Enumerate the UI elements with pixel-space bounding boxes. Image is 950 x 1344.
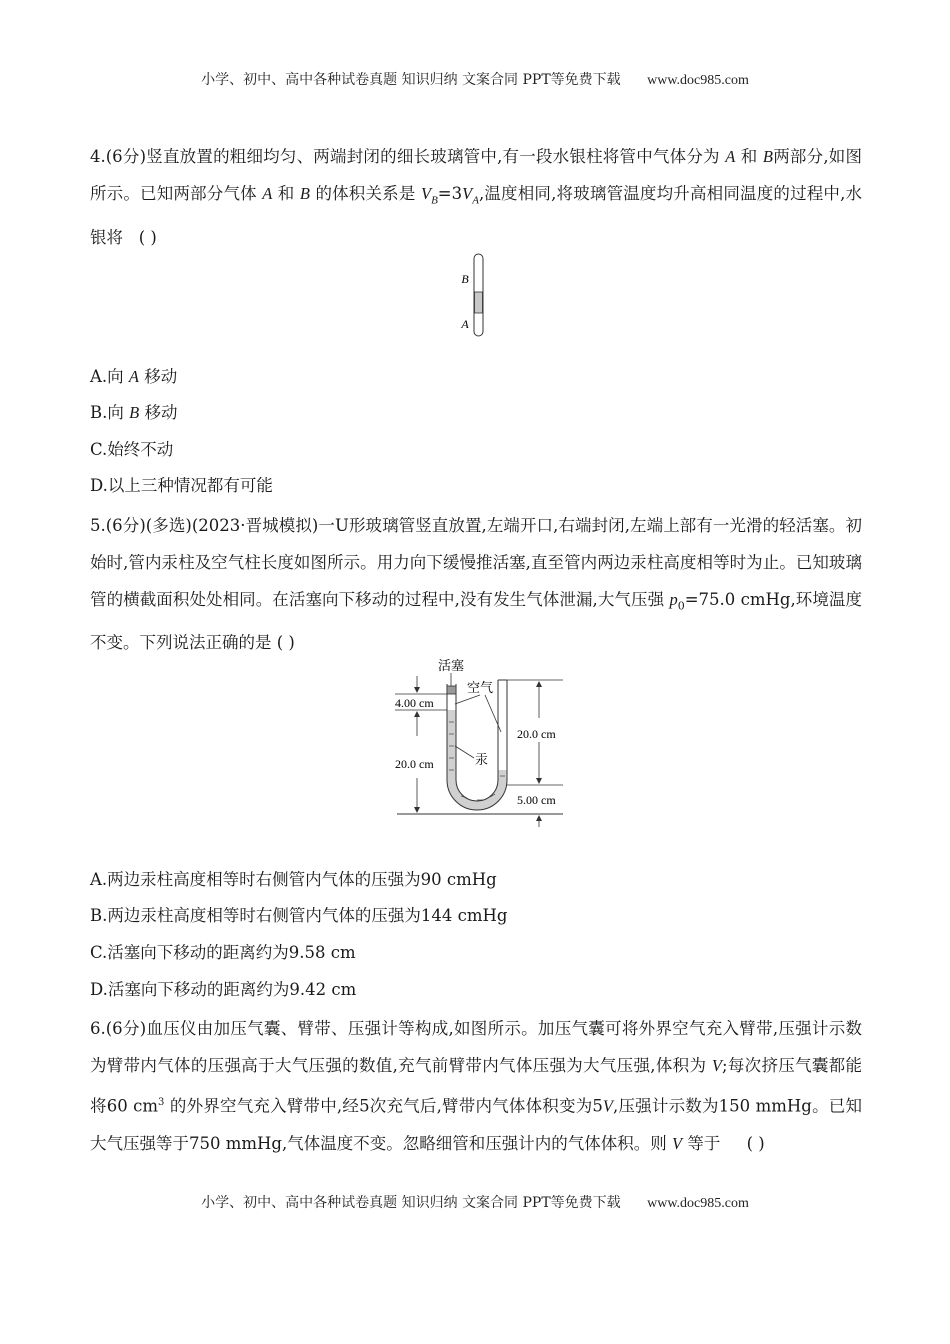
var-v: V xyxy=(711,1056,722,1075)
header-url: www.doc985.com xyxy=(647,73,749,88)
mercury-column xyxy=(475,292,483,313)
p0-var: p xyxy=(669,590,678,609)
label-a: A xyxy=(461,317,469,331)
question-6-stem: 6.(6分)血压仪由加压气囊、臂带、压强计等构成,如图所示。加压气囊可将外界空气充入臂带,压强计示数为臂带内气体的压强高于大气压强的数值,充气前臂带内气体压强为大气压强,体积为 V;每次挤压气囊都能将60 $cm^3$ 的外界空气充入臂带中,经5次充气后,臂带内气体体积变为5V,压强计示数为150 mmHg。已知大气压强等于750 mmHg,气体温度不变。忽略细管和压强计内的气体体积。则 V 等于 ( ) xyxy=(90,1019,862,1153)
q4-text: 的体积关系是 xyxy=(315,184,416,203)
var-v: V xyxy=(671,1133,683,1153)
label-air: 空气 xyxy=(467,680,494,695)
answer-bracket: ( ) xyxy=(138,228,157,248)
right-air-length: 20.0 cm xyxy=(517,727,556,741)
q4-option-a: A.向 A 移动 xyxy=(90,367,178,386)
var-v: V xyxy=(602,1096,613,1116)
q5-option-a: A.两边汞柱高度相等时右侧管内气体的压强为90 cmHg xyxy=(90,870,497,889)
q4-tube-figure xyxy=(455,250,495,340)
q6-text: ,压强计示数为150 mmHg。已知大气压强等于750 mmHg,气体温度不变。忽略细管和压强计内的气体体积。则 xyxy=(90,1096,862,1153)
footer-text: 小学、初中、高中各种试卷真题 知识归纳 文案合同 PPT等免费下载 xyxy=(201,1195,621,1211)
page-footer xyxy=(0,1192,950,1212)
volume-relation: $V_B=3V_A$ xyxy=(420,184,479,207)
left-mercury-length: 20.0 cm xyxy=(395,757,434,771)
piston xyxy=(447,686,456,694)
q4-option-d: D.以上三种情况都有可能 xyxy=(90,476,273,495)
page-header xyxy=(0,69,950,89)
question-4-stem xyxy=(90,138,862,256)
q6-text: 的外界空气充入臂带中,经5次充气后,臂带内气体体积变为5 xyxy=(169,1096,603,1116)
right-mercury-length: 5.00 cm xyxy=(517,793,556,807)
q5-text: 5.(6分)(多选)(2023·晋城模拟)一U形玻璃管竖直放置,左端开口,右端封闭,左端上部有一光滑的轻活塞。初始时,管内汞柱及空气柱长度如图所示。用力向下缓慢推活塞,直至管内两边汞柱高度相等时为止。已知玻璃管的横截面积处处相同。在活塞向下移动的过程中,没有发生气体泄漏,大气压强 xyxy=(90,516,862,609)
q5-option-c: C.活塞向下移动的距离约为9.58 cm xyxy=(90,943,356,962)
q4-text: 两部分,如图所示。已知两部分气体 xyxy=(90,147,862,203)
label-piston: 活塞 xyxy=(437,658,465,673)
label-b: B xyxy=(461,272,469,286)
question-5-stem: 5.(6分)(多选)(2023·晋城模拟)一U形玻璃管竖直放置,左端开口,右端封闭,左端上部有一光滑的轻活塞。初始时,管内汞柱及空气柱长度如图所示。用力向下缓慢推活塞,直至管内两边汞柱高度相等时为止。已知玻璃管的横截面积处处相同。在活塞向下移动的过程中,没有发生气体泄漏,大气压强 $p_0=75.0$ cmHg,环境温度不变。下列说法正确的是 ( ) xyxy=(90,516,862,653)
left-air-length: 4.00 cm xyxy=(395,696,434,710)
header-text: 小学、初中、高中各种试卷真题 知识归纳 文案合同 PPT等免费下载 xyxy=(201,72,621,88)
q4-var-b: B xyxy=(299,184,310,203)
q6-text: 等于 xyxy=(687,1133,721,1153)
answer-bracket: ( ) xyxy=(746,1133,765,1153)
q5-option-b: B.两边汞柱高度相等时右侧管内气体的压强为144 cmHg xyxy=(90,906,508,925)
q4-text: 和 xyxy=(740,147,758,166)
q4-option-b: B.向 B 移动 xyxy=(90,403,178,422)
q4-option-c: C.始终不动 xyxy=(90,440,174,459)
label-mercury: 汞 xyxy=(475,752,489,767)
q6-text: ;每次挤压气囊都能将60 cm xyxy=(90,1056,862,1116)
footer-url: www.doc985.com xyxy=(647,1196,749,1211)
q4-var-a: A xyxy=(262,184,273,203)
u-tube-inner xyxy=(456,680,498,801)
q5-text: =75.0 cmHg,环境温度不变。下列说法正确的是 xyxy=(90,590,862,653)
q4-text: 4.(6分)竖直放置的粗细均匀、两端封闭的细长玻璃管中,有一段水银柱将管中气体分为 xyxy=(90,147,720,166)
q4-text: ,温度相同,将玻璃管温度均升高相同温度的过程中,水银将 xyxy=(90,184,863,248)
q4-text: 和 xyxy=(277,184,295,203)
answer-bracket: ( ) xyxy=(276,633,295,653)
q5-u-tube-figure xyxy=(385,652,575,830)
q4-var-b: B xyxy=(762,147,773,166)
q5-option-d: D.活塞向下移动的距离约为9.42 cm xyxy=(90,980,357,999)
q6-text: 6.(6分)血压仪由加压气囊、臂带、压强计等构成,如图所示。加压气囊可将外界空气充入臂带,压强计示数为臂带内气体的压强高于大气压强的数值,充气前臂带内气体压强为大气压强,体积为 xyxy=(90,1019,862,1075)
q4-var-a: A xyxy=(725,147,736,166)
